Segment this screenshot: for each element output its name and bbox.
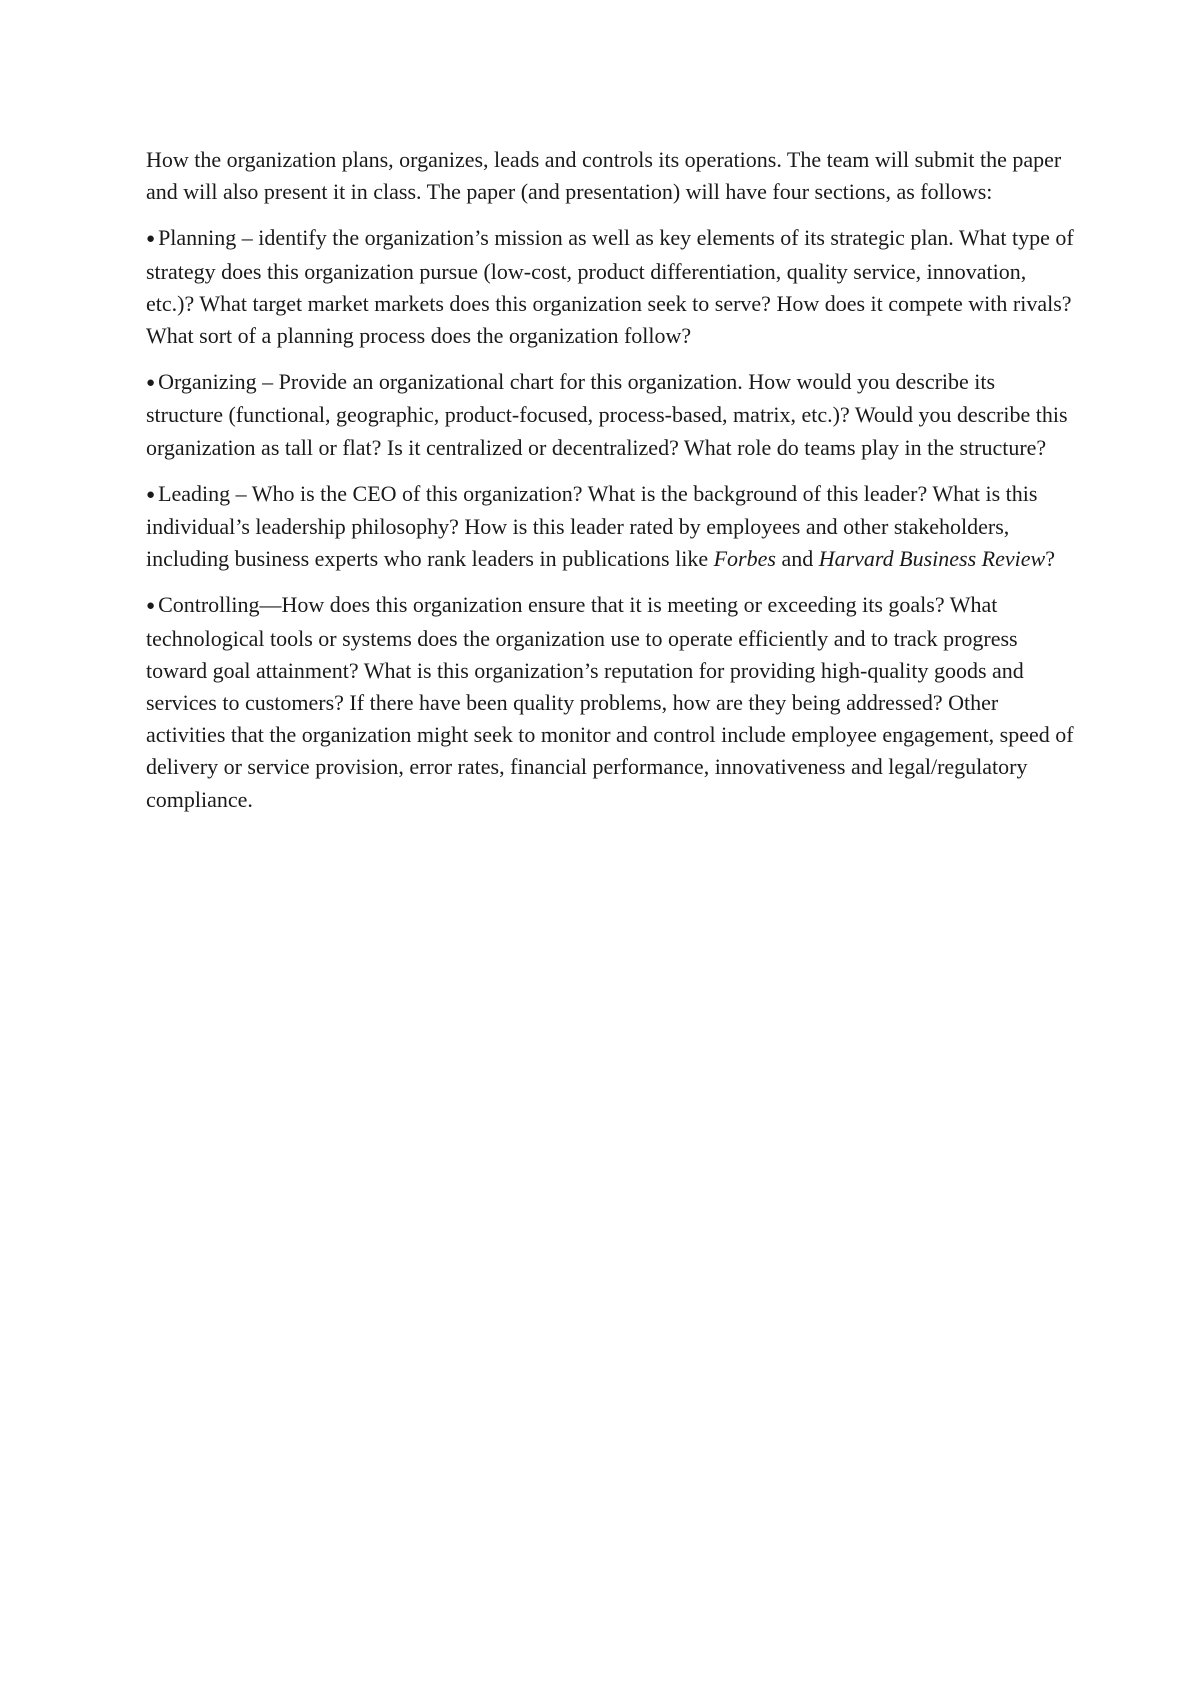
organizing-text: Organizing – Provide an organizational chart for this organization. How would you describe its structure (functional, geographic, product-focused, process-based, matrix, etc.)? Would you describe this organization as tall or flat? Is it centralized or decentralized? What role do teams play in the structure? bbox=[146, 369, 1068, 460]
bullet-icon: ● bbox=[146, 486, 156, 503]
leading-text: Leading – Who is the CEO of this organization? What is the background of this leader? What is this individual’s leadership philosophy? How is this leader rated by employees and other stakeholders, including business experts who rank leaders in publications like bbox=[146, 480, 1038, 572]
planning-section bbox=[146, 222, 1076, 352]
bullet-icon: ● bbox=[146, 598, 156, 615]
planning-text: Planning – identify the organization’s mission as well as key elements of its strategic plan. What type of strategy does this organization pursue (low-cost, product differentiation, quality service, innovation, etc.)? What target market markets does this organization seek to serve? How does it compete with rivals? What sort of a planning process does the organization follow? bbox=[146, 225, 1074, 349]
controlling-text: Controlling—How does this organization ensure that it is meeting or exceeding its goals? What technological tools or systems does the organization use to operate efficiently and to track progress toward goal attainment? What is this organization’s reputation for providing high-quality goods and services to customers? If there have been quality problems, how are they being addressed? Other activities that the organization might seek to monitor and control include employee engagement, speed of delivery or service provision, error rates, financial performance, innovativeness and legal/regulatory compliance. bbox=[146, 592, 1074, 812]
hbr-title: Harvard Business Review bbox=[818, 546, 1046, 572]
document-page bbox=[146, 144, 1076, 830]
organizing-section bbox=[146, 366, 1076, 464]
leading-text-middle: and bbox=[775, 546, 819, 572]
forbes-title: Forbes bbox=[713, 546, 776, 572]
bullet-icon: ● bbox=[146, 231, 156, 248]
intro-paragraph: How the organization plans, organizes, leads and controls its operations. The team will submit the paper and will also present it in class. The paper (and presentation) will have four sections, as follows: bbox=[146, 147, 1062, 205]
leading-section bbox=[146, 478, 1076, 576]
bullet-icon: ● bbox=[146, 375, 156, 392]
leading-text-end: ? bbox=[1045, 546, 1055, 572]
controlling-section bbox=[146, 589, 1076, 815]
